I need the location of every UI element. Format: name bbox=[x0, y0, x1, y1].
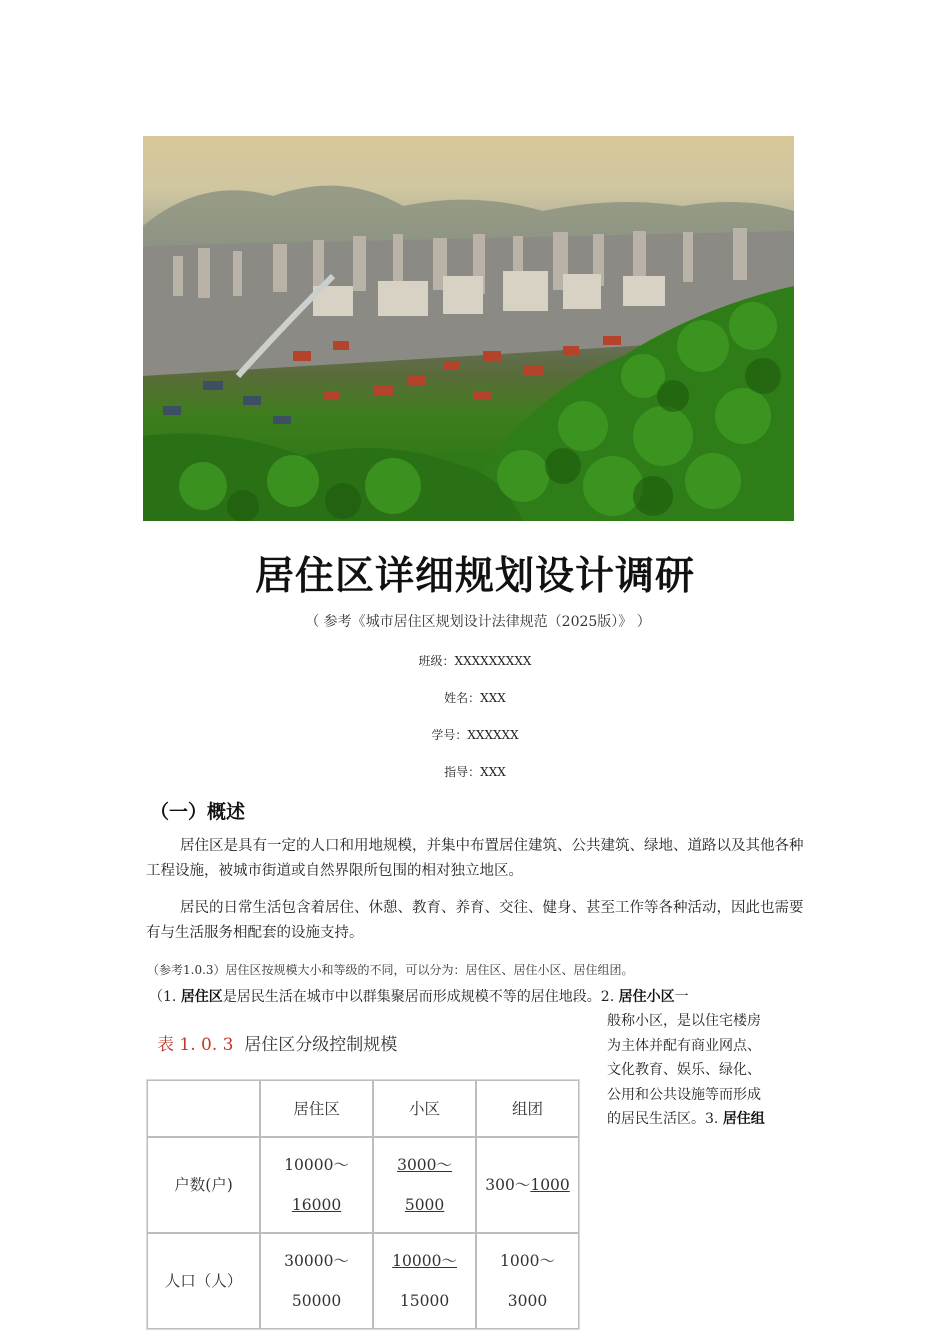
term-residential-district: 居住区 bbox=[180, 989, 223, 1005]
side-line: 公用和公共设施等而形成 bbox=[607, 1086, 761, 1103]
info-class: 班级：XXXXXXXXX bbox=[418, 654, 532, 668]
side-line: 为主体并配有商业网点、 bbox=[607, 1037, 761, 1054]
table-row bbox=[148, 1234, 578, 1328]
definition-line bbox=[149, 986, 689, 1006]
table-header-row bbox=[148, 1081, 578, 1136]
row-label: 户数(户) bbox=[148, 1138, 259, 1232]
line-prefix: （1. bbox=[149, 989, 181, 1005]
term-residential-group: 居住组 bbox=[722, 1111, 765, 1127]
line-text-2: 一 bbox=[674, 989, 689, 1005]
line-text-1: 是居民生活在城市中以群集聚居而形成规模不等的居住地段。2. bbox=[222, 989, 619, 1005]
header-image bbox=[143, 136, 794, 521]
table-cell: 1000～ 3000 bbox=[477, 1234, 578, 1328]
reference-note: （参考1.0.3）居住区按规模大小和等级的不同，可以分为：居住区、居住小区、居住组团。 bbox=[147, 963, 634, 977]
paragraph-1: 居住区是具有一定的人口和用地规模，并集中布置居住建筑、公共建筑、绿地、道路以及其他各种工程设施，被城市街道或自然界限所包围的相对独立地区。 bbox=[146, 838, 804, 879]
table-cell: 3000～ 5000 bbox=[374, 1138, 475, 1232]
section-heading: （一）概述 bbox=[150, 801, 246, 823]
table-header-cell: 小区 bbox=[374, 1081, 475, 1136]
row-label: 人口（人） bbox=[148, 1234, 259, 1328]
table-caption-number: 表 1. 0. 3 bbox=[157, 1035, 234, 1055]
info-name: 姓名：XXX bbox=[444, 691, 506, 705]
info-advisor: 指导：XXX bbox=[444, 765, 506, 779]
side-line: 般称小区，是以住宅楼房 bbox=[607, 1013, 761, 1029]
city-landscape-illustration bbox=[143, 136, 794, 521]
document-subtitle: （ 参考《城市居住区规划设计法律规范（2025版）》 ） bbox=[305, 614, 651, 630]
table-row bbox=[148, 1138, 578, 1232]
document-title: 居住区详细规划设计调研 bbox=[254, 554, 695, 599]
table-header-cell bbox=[148, 1081, 259, 1136]
table-cell: 10000～ 16000 bbox=[261, 1138, 372, 1232]
info-student-id: 学号：XXXXXX bbox=[431, 728, 519, 742]
side-line: 文化教育、娱乐、绿化、 bbox=[607, 1062, 761, 1078]
table-header-cell: 组团 bbox=[477, 1081, 578, 1136]
side-line: 的居民生活区。3. 居住组 bbox=[607, 1111, 765, 1127]
side-text bbox=[607, 1009, 802, 1132]
table-caption-text: 居住区分级控制规模 bbox=[244, 1035, 398, 1055]
table-header-cell: 居住区 bbox=[261, 1081, 372, 1136]
paragraph-2: 居民的日常生活包含着居住、休憩、教育、养育、交往、健身、甚至工作等各种活动，因此也需要有与生活服务相配套的设施支持。 bbox=[146, 900, 804, 941]
table-cell: 10000～ 15000 bbox=[374, 1234, 475, 1328]
table-cell: 30000～ 50000 bbox=[261, 1234, 372, 1328]
table-caption bbox=[157, 1030, 397, 1055]
term-residential-quarter: 居住小区 bbox=[618, 989, 675, 1005]
table-cell: 300～1000 bbox=[477, 1138, 578, 1232]
scale-table bbox=[146, 1079, 580, 1330]
